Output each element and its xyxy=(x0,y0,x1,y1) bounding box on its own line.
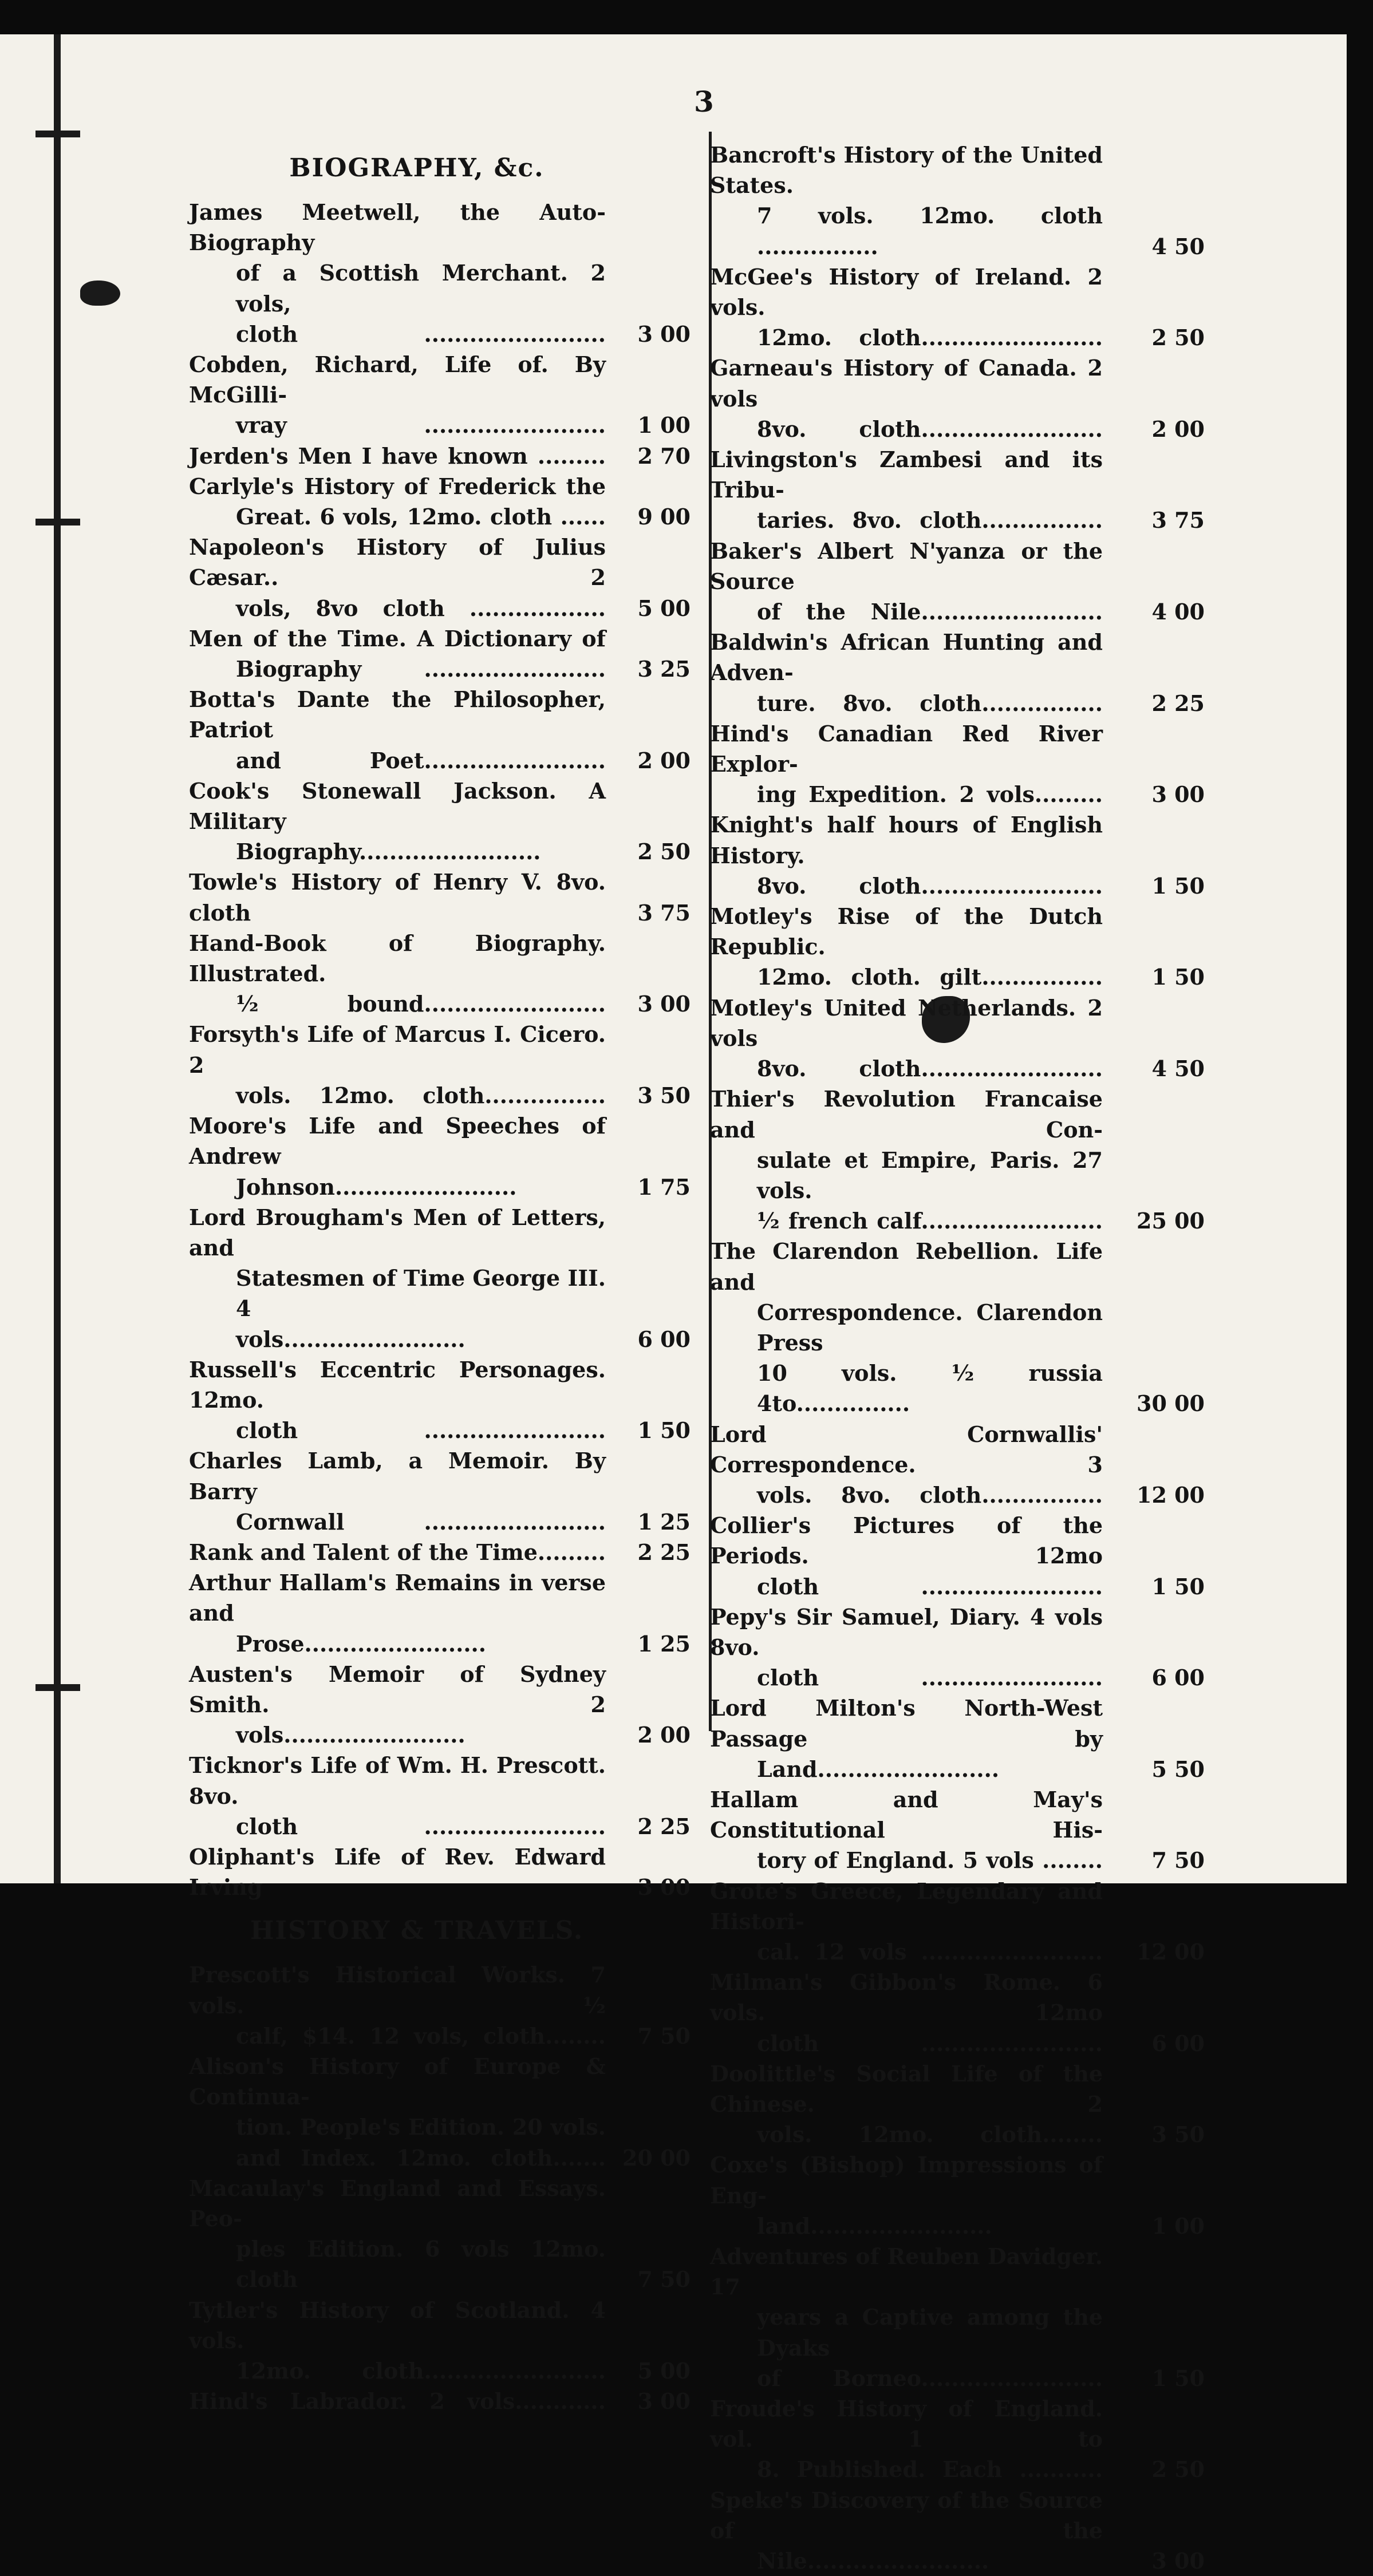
entry-title xyxy=(710,901,1103,993)
entry-title xyxy=(189,684,606,776)
entry-line: Hind's Labrador. 2 vols............ xyxy=(189,2388,606,2415)
entry-line: Motley's Rise of the Dutch Republic. xyxy=(710,903,1103,960)
entry-title xyxy=(189,441,606,471)
entry-price: 1 25 xyxy=(637,1508,691,1535)
entry-line: Lord Cornwallis' Correspondence. 3 xyxy=(710,1421,1103,1477)
entry-line: ples Edition. 6 vols 12mo. cloth xyxy=(236,2236,606,2293)
entry-price: 1 25 xyxy=(637,1630,691,1657)
entry-price: 3 00 xyxy=(637,321,691,347)
entry-line: Adventures of Reuben Davidger. 17 xyxy=(710,2243,1103,2300)
entry-line: Botta's Dante the Philosopher, Patriot xyxy=(189,686,606,743)
entry-title xyxy=(189,1019,606,1111)
ink-blot xyxy=(80,280,120,306)
entry-title xyxy=(189,471,606,532)
entry-title xyxy=(710,718,1103,810)
entry-line: of Borneo........................ xyxy=(757,2365,1103,2391)
entry-line: Men of the Time. A Dictionary of xyxy=(189,625,606,651)
entry-line: Cook's Stonewall Jackson. A Military xyxy=(189,777,606,835)
catalogue-entry xyxy=(189,1659,691,1751)
entry-line: Doolittle's Social Life of the Chinese. 2 xyxy=(710,2060,1103,2117)
entry-line: Russell's Eccentric Personages. 12mo. xyxy=(189,1356,606,1413)
catalogue-entry xyxy=(710,993,1205,1084)
entry-line: McGee's History of Ireland. 2 vols. xyxy=(710,263,1103,321)
catalogue-entry xyxy=(189,1567,691,1659)
entry-title xyxy=(189,1445,606,1537)
catalogue-entry xyxy=(710,2393,1205,2485)
entry-line: cloth ........................ xyxy=(236,1417,606,1444)
catalogue-entry xyxy=(710,1876,1205,1967)
catalogue-entry xyxy=(710,444,1205,536)
catalogue-entry xyxy=(710,718,1205,810)
entry-title xyxy=(710,2241,1103,2393)
catalogue-entry xyxy=(710,809,1205,901)
entry-price: 12 00 xyxy=(1137,1938,1205,1965)
entry-title xyxy=(710,2150,1103,2241)
entry-price: 1 50 xyxy=(1151,964,1205,990)
entry-line: calf, $14. 12 vols, cloth........ xyxy=(236,2022,606,2049)
catalogue-entry xyxy=(710,1510,1205,1602)
entry-line: cloth ........................ xyxy=(757,1573,1103,1599)
entry-line: years a Captive among the Dyaks xyxy=(757,2304,1103,2361)
catalogue-entry xyxy=(710,1084,1205,1236)
entry-line: Statesmen of Time George III. 4 xyxy=(236,1265,606,1322)
entry-line: Johnson........................ xyxy=(236,1174,517,1200)
entry-title xyxy=(189,1750,606,1842)
entry-title xyxy=(189,623,606,684)
right-column xyxy=(710,140,1205,2576)
entry-title xyxy=(189,2173,606,2295)
entry-price: 3 50 xyxy=(637,1082,691,1108)
entry-title xyxy=(189,2051,606,2173)
entry-line: 7 vols. 12mo. cloth ................ xyxy=(757,203,1103,259)
entry-title xyxy=(710,809,1103,901)
catalogue-entry xyxy=(189,441,691,471)
entry-price: 3 00 xyxy=(1151,781,1205,808)
entry-line: Baldwin's African Hunting and Adven- xyxy=(710,629,1103,686)
entry-price: 7 50 xyxy=(1151,1847,1205,1874)
catalogue-entry xyxy=(189,1445,691,1537)
entry-price: 1 50 xyxy=(1151,2365,1205,2391)
entry-price: 6 00 xyxy=(637,1326,691,1352)
catalogue-entry xyxy=(189,776,691,867)
entry-line: Carlyle's History of Frederick the xyxy=(189,473,606,499)
catalogue-entry xyxy=(710,1236,1205,1419)
catalogue-entry xyxy=(189,2295,691,2387)
catalogue-entry xyxy=(189,867,691,927)
entry-line: Cobden, Richard, Life of. By McGilli- xyxy=(189,351,606,408)
entry-line: 12mo. cloth. gilt................ xyxy=(757,964,1103,990)
catalogue-entry xyxy=(189,471,691,532)
entry-line: Collier's Pictures of the Periods. 12mo xyxy=(710,1512,1103,1569)
entry-line: Livingston's Zambesi and its Tribu- xyxy=(710,447,1103,503)
entry-line: taries. 8vo. cloth................ xyxy=(757,507,1103,534)
entry-line: Prose........................ xyxy=(236,1630,487,1657)
catalogue-entry xyxy=(710,262,1205,353)
entry-title xyxy=(189,2295,606,2387)
catalogue-entry xyxy=(189,684,691,776)
entry-line: land........................ xyxy=(757,2212,992,2239)
left-column xyxy=(189,140,691,2416)
entry-line: vols........................ xyxy=(236,1722,465,1748)
catalogue-entry xyxy=(710,2241,1205,2393)
entry-price: 12 00 xyxy=(1137,1481,1205,1508)
catalogue-entry xyxy=(710,1967,1205,2059)
entry-title xyxy=(710,1510,1103,1602)
catalogue-entry xyxy=(189,197,691,349)
entry-title xyxy=(710,262,1103,353)
entry-price: 2 25 xyxy=(1151,690,1205,716)
catalogue-entry xyxy=(189,1202,691,1354)
entry-line: and Index. 12mo. cloth....... xyxy=(236,2144,606,2171)
entry-line: Austen's Memoir of Sydney Smith. 2 xyxy=(189,1661,606,1717)
catalogue-entry xyxy=(189,1354,691,1446)
entry-line: James Meetwell, the Auto-Biography xyxy=(189,199,606,256)
entry-price: 3 50 xyxy=(1151,2121,1205,2148)
entry-title xyxy=(710,993,1103,1084)
entry-title xyxy=(189,928,606,1020)
entry-line: and Poet........................ xyxy=(236,747,606,773)
entry-line: Jerden's Men I have known ......... xyxy=(189,442,606,469)
entry-line: cal. 12 vols ........................ xyxy=(757,1938,1103,1965)
entry-price: 7 50 xyxy=(637,2266,691,2293)
catalogue-entry xyxy=(710,1602,1205,1693)
entry-title xyxy=(189,197,606,349)
entry-line: vols........................ xyxy=(236,1326,465,1352)
entry-price: 4 50 xyxy=(1151,233,1205,259)
catalogue-entry xyxy=(189,2051,691,2173)
entry-line: 8. Published. Each ........... xyxy=(757,2456,1103,2483)
entry-line: Coxe's (Bishop) Impressions of Eng- xyxy=(710,2152,1103,2208)
entry-line: Macaulay's England and Essays. Peo- xyxy=(189,2175,606,2231)
catalogue-entry xyxy=(710,2485,1205,2576)
entry-line: vols. 12mo. cloth................ xyxy=(236,1082,606,1108)
entry-title xyxy=(710,1236,1103,1419)
entry-line: cloth ........................ xyxy=(757,2030,1103,2056)
entry-line: ture. 8vo. cloth................ xyxy=(757,690,1103,716)
catalogue-entry xyxy=(710,536,1205,627)
entry-price: 30 00 xyxy=(1137,1390,1205,1417)
entry-price: 2 00 xyxy=(1151,416,1205,442)
spine-mark xyxy=(35,1684,80,1691)
entry-title xyxy=(710,353,1103,444)
entry-price: 5 50 xyxy=(1151,1756,1205,1782)
entry-line: 10 vols. ½ russia 4to............... xyxy=(757,1360,1103,1417)
entry-price: 3 75 xyxy=(1151,507,1205,534)
entry-line: Froude's History of England. vol. 1 to xyxy=(710,2396,1103,2452)
entry-line: Towle's History of Henry V. 8vo. cloth xyxy=(189,869,606,926)
entry-title xyxy=(189,2386,606,2416)
page-number: 3 xyxy=(694,85,714,118)
entry-line: sulate et Empire, Paris. 27 vols. xyxy=(757,1147,1103,1203)
entry-line: cloth ........................ xyxy=(236,1813,606,1839)
catalogue-entry xyxy=(710,140,1205,262)
catalogue-entry xyxy=(189,1750,691,1842)
entry-price: 2 50 xyxy=(1151,2456,1205,2483)
entry-line: 8vo. cloth........................ xyxy=(757,416,1103,442)
entry-line: Charles Lamb, a Memoir. By Barry xyxy=(189,1448,606,1504)
catalogue-entry xyxy=(189,1111,691,1202)
entry-title xyxy=(710,1967,1103,2059)
entry-price: 2 50 xyxy=(1151,325,1205,351)
entry-title xyxy=(710,1084,1103,1236)
entry-line: Prescott's Historical Works. 7 vols. ½ xyxy=(189,1962,606,2018)
entry-price: 3 00 xyxy=(1151,2548,1205,2574)
catalogue-entry xyxy=(189,1537,691,1567)
entry-price: 1 75 xyxy=(637,1174,691,1200)
entry-line: Hind's Canadian Red River Explor- xyxy=(710,720,1103,777)
entry-line: Forsyth's Life of Marcus I. Cicero. 2 xyxy=(189,1021,606,1078)
section-heading: HISTORY & TRAVELS. xyxy=(250,1916,584,1946)
entry-line: of a Scottish Merchant. 2 vols, xyxy=(236,260,606,317)
page-spine-line xyxy=(54,34,61,1883)
catalogue-entry xyxy=(710,1693,1205,1784)
entry-price: 1 50 xyxy=(637,1417,691,1444)
catalogue-entry xyxy=(710,2150,1205,2241)
entry-title xyxy=(710,536,1103,627)
entry-title xyxy=(189,532,606,623)
entry-price: 3 25 xyxy=(637,656,691,682)
entry-line: Baker's Albert N'yanza or the Source xyxy=(710,538,1103,594)
spine-mark xyxy=(35,131,80,137)
entry-line: 12mo. cloth........................ xyxy=(757,325,1103,351)
entry-line: Oliphant's Life of Rev. Edward Irving xyxy=(189,1843,606,1901)
catalogue-entry xyxy=(189,1019,691,1111)
entry-line: Cornwall ........................ xyxy=(236,1508,606,1535)
entry-line: Tytler's History of Scotland. 4 vols. xyxy=(189,2297,606,2353)
entry-title xyxy=(189,1659,606,1751)
entry-line: Lord Brougham's Men of Letters, and xyxy=(189,1204,606,1261)
catalogue-entry xyxy=(189,928,691,1020)
entry-line: Napoleon's History of Julius Cæsar.. 2 xyxy=(189,534,606,591)
entry-line: of the Nile........................ xyxy=(757,599,1103,625)
entry-title xyxy=(710,1693,1103,1784)
entry-line: Knight's half hours of English History. xyxy=(710,812,1103,868)
entry-price: 25 00 xyxy=(1137,1208,1205,1234)
section-heading: BIOGRAPHY, &c. xyxy=(289,153,545,183)
entry-title xyxy=(189,1842,606,1902)
entry-line: vols. 12mo. cloth........ xyxy=(757,2121,1103,2148)
entry-price: 4 50 xyxy=(1151,1056,1205,1082)
entry-title xyxy=(189,349,606,441)
entry-line: Arthur Hallam's Remains in verse and xyxy=(189,1570,606,1626)
entry-line: Bancroft's History of the United States. xyxy=(710,142,1103,199)
entry-title xyxy=(189,776,606,867)
entry-line: Garneau's History of Canada. 2 vols xyxy=(710,355,1103,412)
entry-price: 3 00 xyxy=(637,2388,691,2415)
entry-title xyxy=(710,2485,1103,2576)
entry-title xyxy=(710,2059,1103,2150)
catalogue-entry xyxy=(189,623,691,684)
entry-title xyxy=(710,627,1103,718)
entry-line: cloth ........................ xyxy=(757,1665,1103,1691)
entry-line: Speke's Discovery of the Source of the xyxy=(710,2487,1103,2543)
entry-price: 1 00 xyxy=(1151,2212,1205,2239)
entry-line: tion. People's Edition. 20 vols. xyxy=(236,2114,606,2140)
entry-title xyxy=(189,1202,606,1354)
entry-price: 5 00 xyxy=(637,2358,691,2384)
catalogue-entry xyxy=(189,349,691,441)
entry-line: 12mo. cloth........................ xyxy=(236,2358,606,2384)
entry-title xyxy=(710,1784,1103,1876)
entry-line: Lord Milton's North-West Passage by xyxy=(710,1695,1103,1752)
entry-title xyxy=(710,140,1103,262)
entry-line: The Clarendon Rebellion. Life and xyxy=(710,1238,1103,1295)
entry-line: 8vo. cloth........................ xyxy=(757,1056,1103,1082)
entry-title xyxy=(189,1567,606,1659)
entry-price: 2 00 xyxy=(637,1722,691,1748)
entry-line: 8vo. cloth........................ xyxy=(757,872,1103,899)
entry-line: Biography ........................ xyxy=(236,656,606,682)
entry-line: Moore's Life and Speeches of Andrew xyxy=(189,1113,606,1170)
entry-line: ing Expedition. 2 vols......... xyxy=(757,781,1103,808)
catalogue-entry xyxy=(710,2059,1205,2150)
entry-price: 9 00 xyxy=(637,504,691,530)
catalogue-entry xyxy=(189,1959,691,2051)
entry-price: 7 50 xyxy=(637,2022,691,2049)
entry-price: 2 70 xyxy=(637,442,691,469)
spine-mark xyxy=(35,519,80,526)
entry-price: 6 00 xyxy=(1151,1665,1205,1691)
entry-title xyxy=(189,1354,606,1446)
catalogue-entry xyxy=(710,1784,1205,1876)
catalogue-entry xyxy=(710,1419,1205,1511)
entry-title xyxy=(710,1876,1103,1967)
catalogue-page xyxy=(0,34,1347,2574)
entry-line: Alison's History of Europe & Continua- xyxy=(189,2053,606,2110)
catalogue-entry xyxy=(189,2386,691,2416)
entry-title xyxy=(710,1602,1103,1693)
catalogue-entry xyxy=(710,901,1205,993)
entry-price: 3 00 xyxy=(637,1874,691,1901)
entry-price: 3 00 xyxy=(637,991,691,1017)
catalogue-entry xyxy=(189,532,691,623)
entry-line: ½ french calf........................ xyxy=(757,1208,1103,1234)
entry-line: vols. 8vo. cloth................ xyxy=(757,1481,1103,1508)
entry-line: Biography........................ xyxy=(236,839,541,865)
entry-price: 5 00 xyxy=(637,595,691,621)
entry-price: 2 25 xyxy=(637,1813,691,1839)
entry-title xyxy=(710,444,1103,536)
entry-line: cloth ........................ xyxy=(236,321,606,347)
entry-line: Grote's Greece, Legendary and Histori- xyxy=(710,1878,1103,1934)
entry-line: Hallam and May's Constitutional His- xyxy=(710,1786,1103,1843)
entry-line: Correspondence. Clarendon Press xyxy=(757,1299,1103,1356)
entry-line: Ticknor's Life of Wm. H. Prescott. 8vo. xyxy=(189,1752,606,1809)
entry-line: tory of England. 5 vols ........ xyxy=(757,1847,1103,1874)
entry-price: 2 00 xyxy=(637,747,691,773)
entry-title xyxy=(189,867,606,927)
entry-line: Milman's Gibbon's Rome. 6 vols. 12mo xyxy=(710,1969,1103,2026)
entry-title xyxy=(189,1111,606,1202)
entry-price: 2 50 xyxy=(637,839,691,865)
entry-price: 1 50 xyxy=(1151,1573,1205,1599)
catalogue-entry xyxy=(189,2173,691,2295)
entry-price: 6 00 xyxy=(1151,2030,1205,2056)
entry-line: Great. 6 vols, 12mo. cloth ...... xyxy=(236,504,606,530)
entry-line: Thier's Revolution Francaise and Con- xyxy=(710,1086,1103,1143)
entry-price: 2 25 xyxy=(637,1539,691,1565)
entry-price: 4 00 xyxy=(1151,599,1205,625)
entry-title xyxy=(710,2393,1103,2485)
catalogue-entry xyxy=(189,1842,691,1902)
entry-price: 3 75 xyxy=(637,899,691,926)
entry-line: Motley's United Netherlands. 2 vols xyxy=(710,994,1103,1051)
entry-title xyxy=(189,1959,606,2051)
entry-line: Nile........................ xyxy=(757,2548,989,2574)
entry-title xyxy=(189,1537,606,1567)
entry-line: vray ........................ xyxy=(236,412,606,438)
entry-line: Pepy's Sir Samuel, Diary. 4 vols 8vo. xyxy=(710,1603,1103,1660)
catalogue-entry xyxy=(710,353,1205,444)
entry-price: 20 00 xyxy=(622,2144,691,2171)
entry-line: ½ bound........................ xyxy=(236,991,606,1017)
entry-line: Hand-Book of Biography. Illustrated. xyxy=(189,930,606,987)
entry-price: 1 00 xyxy=(637,412,691,438)
entry-line: Rank and Talent of the Time......... xyxy=(189,1539,606,1565)
catalogue-entry xyxy=(710,627,1205,718)
entry-title xyxy=(710,1419,1103,1511)
entry-price: 1 50 xyxy=(1151,872,1205,899)
entry-line: vols, 8vo cloth .................. xyxy=(236,595,606,621)
entry-line: Land........................ xyxy=(757,1756,1000,1782)
